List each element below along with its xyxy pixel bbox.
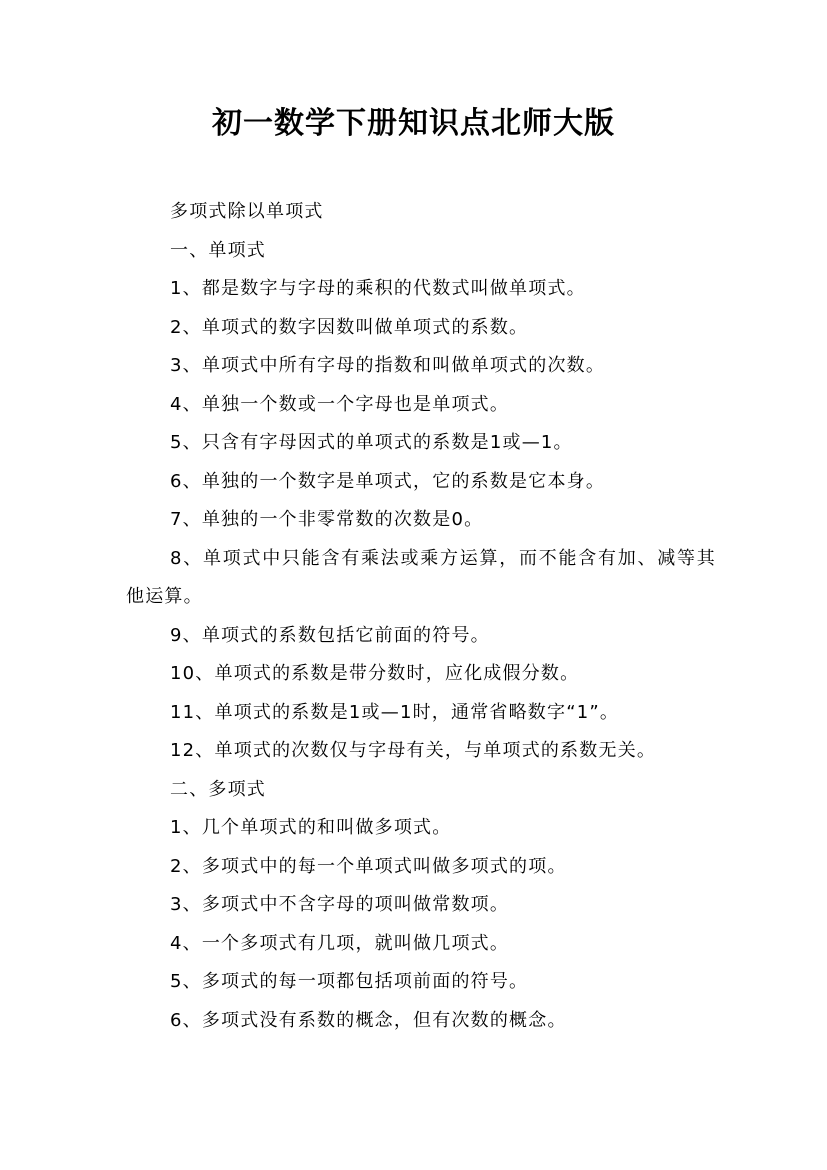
list-item: 1、几个单项式的和叫做多项式。	[170, 817, 452, 838]
list-item: 2、多项式中的每一个单项式叫做多项式的项。	[170, 855, 567, 877]
list-item: 2、单项式的数字因数叫做单项式的系数。	[170, 316, 529, 338]
list-item: 9、单项式的系数包括它前面的符号。	[170, 624, 490, 646]
list-item: 11、单项式的系数是1或—1时，通常省略数字“1”。	[170, 701, 620, 723]
list-item: 3、多项式中不含字母的项叫做常数项。	[170, 894, 510, 915]
document-body	[126, 193, 716, 1040]
list-item: 10、单项式的系数是带分数时，应化成假分数。	[170, 663, 580, 684]
list-item: 4、一个多项式有几项，就叫做几项式。	[170, 932, 510, 954]
list-item: 5、只含有字母因式的单项式的系数是1或—1。	[170, 432, 573, 453]
list-item: 3、单项式中所有字母的指数和叫做单项式的次数。	[170, 355, 606, 376]
section-heading: 二、多项式	[170, 778, 266, 800]
list-item: 6、单独的一个数字是单项式，它的系数是它本身。	[170, 470, 606, 492]
list-item: 6、多项式没有系数的概念，但有次数的概念。	[170, 1009, 567, 1031]
section-heading: 一、单项式	[170, 239, 266, 261]
list-item: 8、单项式中只能含有乘法或乘方运算，而不能含有加、减等其他运算。	[126, 547, 716, 607]
list-item: 12、单项式的次数仅与字母有关，与单项式的系数无关。	[170, 740, 657, 761]
list-item: 4、单独一个数或一个字母也是单项式。	[170, 393, 510, 415]
list-item: 1、都是数字与字母的乘积的代数式叫做单项式。	[170, 278, 586, 299]
list-item: 5、多项式的每一项都包括项前面的符号。	[170, 971, 529, 992]
section-heading: 多项式除以单项式	[170, 201, 324, 222]
document-title: 初一数学下册知识点北师大版	[212, 106, 615, 141]
list-item: 7、单独的一个非零常数的次数是0。	[170, 509, 484, 530]
